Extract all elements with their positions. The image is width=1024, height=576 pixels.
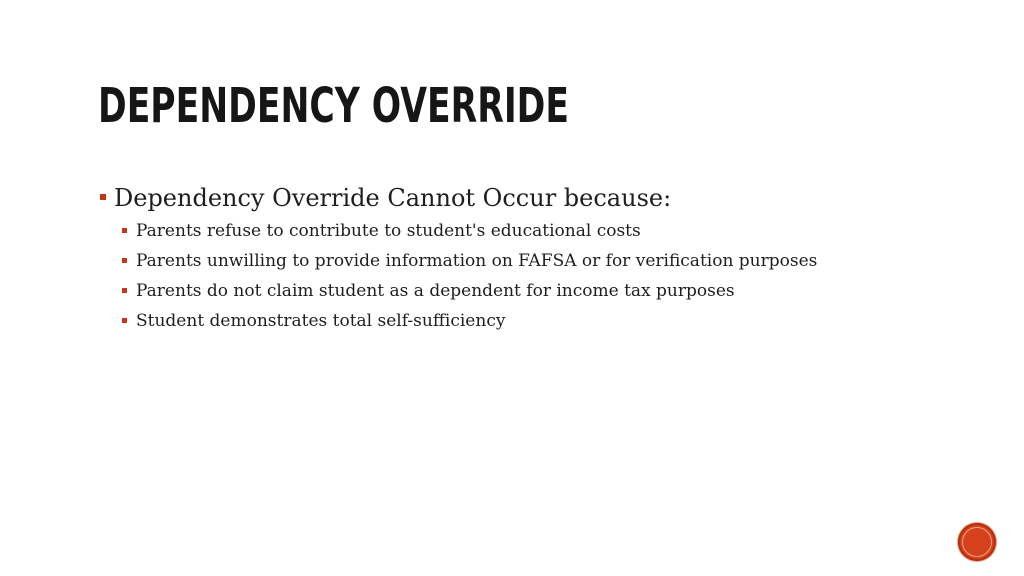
sub-bullet-text: Parents do not claim student as a dependent for income tax purposes (136, 281, 735, 301)
sub-bullet-list (98, 216, 958, 336)
slide-content (98, 180, 958, 336)
main-bullet (98, 180, 958, 216)
page-number-ring-icon (962, 527, 992, 557)
sub-bullet (98, 276, 958, 306)
page-number-badge (958, 523, 996, 561)
main-bullet-text: Dependency Override Cannot Occur because: (114, 184, 672, 212)
sub-bullet (98, 306, 958, 336)
square-bullet-icon (122, 258, 127, 263)
square-bullet-icon (122, 228, 127, 233)
sub-bullet-text: Parents refuse to contribute to student's educational costs (136, 221, 641, 241)
sub-bullet (98, 216, 958, 246)
sub-bullet-text: Parents unwilling to provide information on FAFSA or for verification purposes (136, 251, 818, 271)
square-bullet-icon (122, 288, 127, 293)
sub-bullet-text: Student demonstrates total self-sufficiency (136, 311, 506, 331)
sub-bullet (98, 246, 958, 276)
slide-title: DEPENDENCY OVERRIDE (98, 78, 569, 134)
square-bullet-icon (122, 318, 127, 323)
square-bullet-icon (100, 194, 106, 200)
